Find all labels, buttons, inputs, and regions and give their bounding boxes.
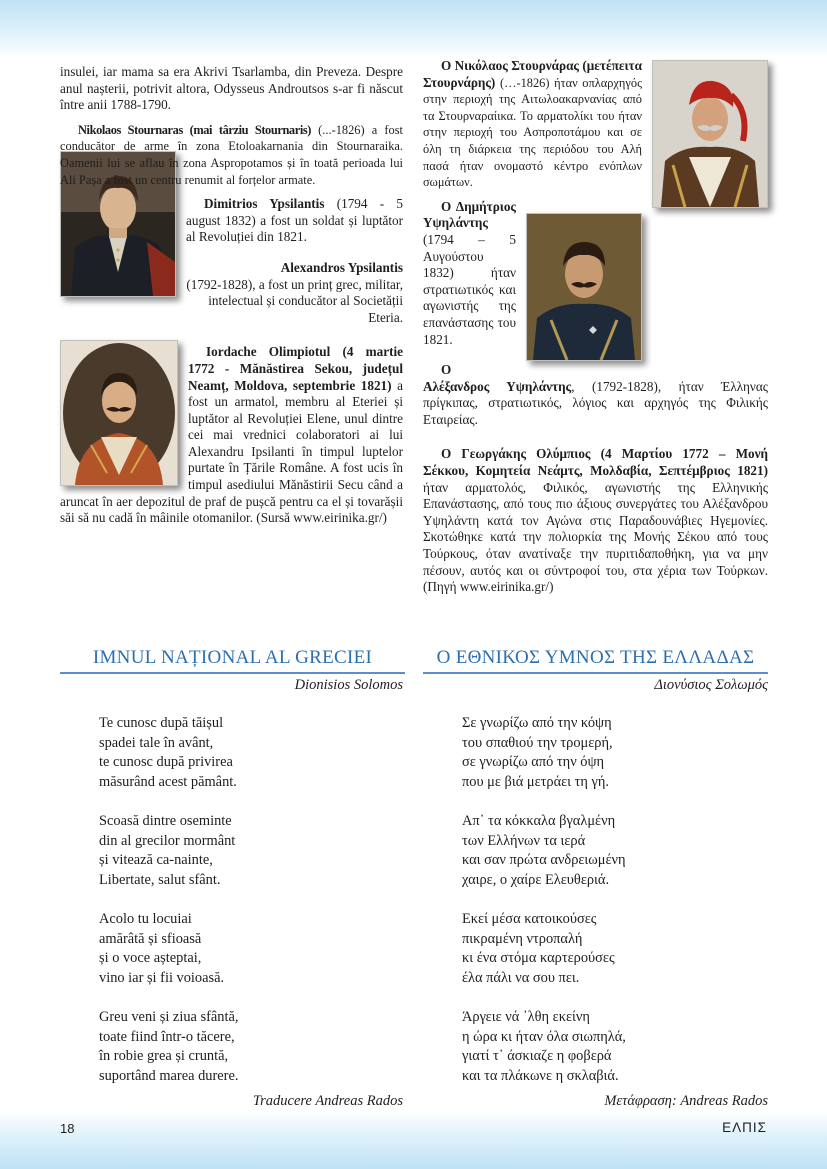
stanza [462,1008,626,1086]
verse-line: Εκεί μέσα κατοικούσες [462,911,597,927]
stanza [462,910,626,988]
top-decorative-band [0,0,827,58]
verse-line: έλα πάλι να σου πει. [462,969,580,986]
verse-line: Απ᾽ τα κόκκαλα βγαλμένη [462,813,616,829]
paragraph-stournaras-gr: Ο Νικόλαος Στουρνάρας (μετέπειτα Στουρνάρης) (…-1826) ήταν οπλαρχηγός στην περιοχή της Αιτωλοακαρνανίας από τα Στουρναραίικα. Το αρματολίκι του ήταν στην περιοχή του Ασπροποτάμου και σε όλη τη διάρκεια της περιόδου του Αλή πασά ήταν ονομαστό κέντρο ενόπλων σωμάτων. [423,58,642,190]
verse-line: χαιρε, ο χαίρε Ελευθεριά. [462,871,610,888]
verse-line: Σε γνωρίζω από την κόψη [462,715,612,731]
verse-line: γιατί τ᾽ άσκιαζε η φοβερά [462,1048,612,1064]
stanza [462,714,626,792]
verse-line: του σπαθιού την τρομερή, [462,734,613,751]
name-alexandros: Alexandros Ypsilantis [280,259,403,275]
paragraph-androutsos: insulei, iar mama sa era Akrivi Tsarlamba, din Preveza. Despre anul nașterii, potrivit altora, Odysseus Androutsos s-ar fi născut între anii 1788-1790. [60,64,403,113]
translator-greek: Μετάφραση: Andreas Rados [604,1093,768,1109]
stanza [99,1008,238,1086]
name-dimitrios: Dimitrios Ypsilantis [204,196,325,212]
paragraph-olympios-gr: Ο Γεωργάκης Ολύμπιος (4 Μαρτίου 1772 – Μονή Σέκκου, Κομητεία Νεάμτς, Μολδαβία, Σεπτέμβριος 1821) ήταν αρματολός, Φιλικός, αγωνιστής της Ελληνικής Επανάστασης, από τους πιο άξιους συνεργάτες του Αλέξανδρου Υψηλάντη κατά τον Αγώνα στις Παραδουνάβιες Ηγεμονίες. Σκοτώθηκε κατά την πολιορκία της Μονής Σέκου από τους Τούρκους, όταν ανατίναξε την πυριτιδαποθήκη, για να μην πέσουν, αυτός και οι σύντροφοί του, στα χέρια των Τούρκων. (Πηγή www.eirinika.gr/) [423,446,768,595]
paragraph-stournaras: Nikolaos Stournaras (mai târziu Stournaris) (...-1826) a fost conducător de arme în zona Etoloakarnania din Stournaraika. Oamenii lui se aflau în zona Aspropotamos și în toată perioada lui Ali Pașa a fost un centru renumit al forțelor armate. [60,122,403,187]
name-stournaras-gr: Ο Νικόλαος Στουρνάρας (μετέπειτα Στουρνάρης) [423,58,642,90]
paragraph-alexandros: Alexandros Ypsilantis (1792-1828), a fost un prinț grec, militar, intelectual și conducător al Societății Eteria. [186,259,403,325]
verse-line: σε γνωρίζω από την όψη [462,754,605,770]
paragraph-dimitrios-gr: Ο Δημήτριος Υψηλάντης (1794 – 5 Αυγούστου 1832) ήταν στρατιωτικός και αγωνιστής της επανάστασης του 1821. [423,198,516,347]
name-alexandros-gr: Ο Αλέξανδρος Υψηλάντης [423,362,572,394]
name-dimitrios-gr: Ο Δημήτριος Υψηλάντης [423,198,516,231]
poem-romanian [99,714,238,1106]
verse-line: κι ένα στόμα καρτερούσες [462,950,615,966]
left-text-column [60,64,403,535]
paragraph-dimitrios: Dimitrios Ypsilantis (1794 - 5 august 1832) a fost un soldat și luptător al Revoluției din 1821. [186,196,403,245]
verse-line: πικραμένη ντροπαλή [462,930,583,947]
verse-line: vino iar și fii voioasă. [99,969,225,986]
verse-line: Te cunosc după tăișul [99,715,224,731]
verse-line: și vitează ca-nainte, [99,852,213,868]
verse-line: Άργειε νά ᾽λθη εκείνη [462,1009,590,1025]
anthem-title-greek: Ο ΕΘΝΙΚΟΣ ΥΜΝΟΣ ΤΗΣ ΕΛΛΑΔΑΣ [423,647,768,674]
verse-line: și o voce așteptai, [99,950,202,966]
verse-line: din al grecilor mormânt [99,832,236,849]
verse-line: Libertate, salut sfânt. [99,871,221,888]
verse-line: των Ελλήνων τα ιερά [462,832,586,849]
verse-line: και σαν πρώτα ανδρειωμένη [462,852,626,868]
verse-line: amărâtă și sfioasă [99,930,202,947]
verse-line: toate fiind într-o tăcere, [99,1028,235,1045]
translator-romanian: Traducere Andreas Rados [252,1093,403,1109]
stanza [99,910,238,988]
stanza [462,812,626,890]
verse-line: και τα πλάκωνε η σκλαβιά. [462,1067,619,1084]
verse-line: Scoasă dintre oseminte [99,813,232,829]
anthem-title-romanian: IMNUL NAȚIONAL AL GRECIEI [60,647,405,674]
anthem-author-greek: Διονύσιος Σολωμός [654,677,768,693]
verse-line: spadei tale în avânt, [99,734,214,751]
stanza [99,812,238,890]
poem-greek [462,714,626,1106]
page-number: 18 [60,1121,75,1136]
anthem-author-romanian: Dionisios Solomos [294,677,403,693]
name-stournaras: Nikolaos Stournaras (mai târziu Stournaris) [78,122,312,137]
portrait-iordache-olimpiotul [60,340,178,486]
magazine-name: ΕΛΠΙΣ [722,1120,767,1135]
verse-line: suportând marea durere. [99,1067,239,1084]
right-text-column [423,58,768,604]
paragraph-alexandros-gr: Ο Αλέξανδρος Υψηλάντης, (1792-1828), ήταν Έλληνας πρίγκιπας, στρατιωτικός, λόγιος και αρχηγός της Φιλικής Εταιρείας. [423,362,768,427]
verse-line: măsurând acest pământ. [99,773,237,790]
stanza [99,714,238,792]
verse-line: που με βιά μετράει τη γή. [462,773,610,790]
name-iordache: Iordache Olimpiotul (4 martie 1772 - Mănăstirea Sekou, județul Neamț, Moldova, septembrie 1821) [188,344,403,393]
portrait-alexandros-ypsilantis [526,213,642,361]
verse-line: Acolo tu locuiai [99,911,192,927]
verse-line: Greu veni și ziua sfântă, [99,1009,239,1025]
verse-line: în robie grea și cruntă, [99,1048,229,1064]
verse-line: η ώρα κι ήταν όλα σιωπηλά, [462,1028,626,1045]
name-olympios-gr: Ο Γεωργάκης Ολύμπιος (4 Μαρτίου 1772 – Μονή Σέκκου, Κομητεία Νεάμτς, Μολδαβία, Σεπτέμβριος 1821) [423,446,768,479]
verse-line: te cunosc după privirea [99,754,233,770]
paragraph-iordache: Iordache Olimpiotul (4 martie 1772 - Mănăstirea Sekou, județul Neamț, Moldova, septembrie 1821) a fost un armatol, membru al Eteriei și luptător al Revoluției Elene, unul dintre cei mai vrednici colaboratori ai lui Alexandru Ipsilanti în timpul luptelor purtate în Țările Române. A fost ucis în timpul asediului Mănăstirii Secu când a aruncat în aer depozitul de praf de pușcă pentru ca el și tovarășii săi să nu cadă în mâinile otomanilor. (Sursă www.eirinika.gr/) [60,344,403,526]
portrait-nikolaos-stournaras [652,60,768,208]
bottom-decorative-band [0,1112,827,1169]
